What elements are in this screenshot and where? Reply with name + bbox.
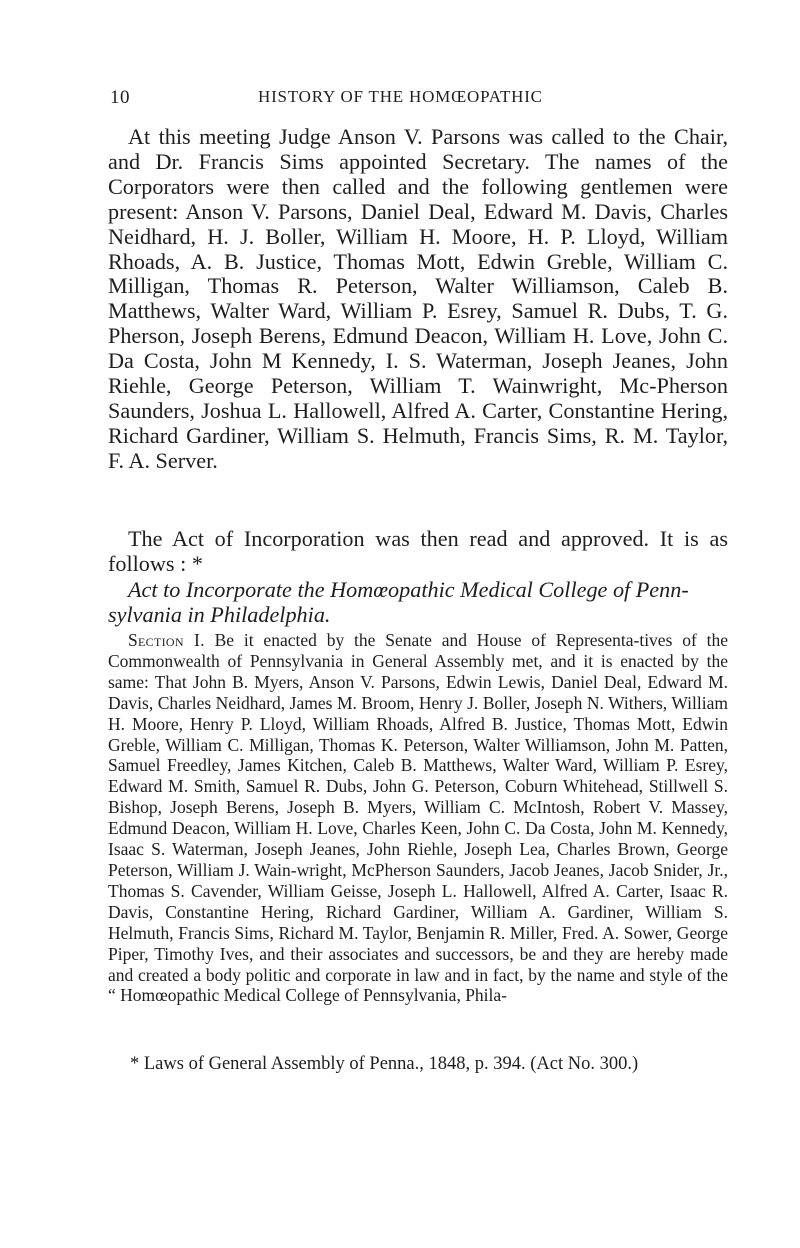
section-text: Be it enacted by the Senate and House of Representa-tives of the Commonwealth of Pennsylvania in General Assembly met, and it is enacted by the same: That John B. Myers, Anson V. Parsons, Edwin Lewis, Daniel Deal, Edward M. Davis, Charles Neidhard, James M. Broom, Henry J. Boller, Joseph N. Withers, William H. Moore, Henry P. Lloyd, William Rhoads, Alfred B. Justice, Thomas Mott, Edwin Greble, William C. Milligan, Thomas K. Peterson, Walter Williamson, John M. Patten, Samuel Freedley, James Kitchen, Caleb B. Matthews, Walter Ward, William P. Esrey, Edward M. Smith, Samuel R. Dubs, John G. Peterson, Coburn Whitehead, Stillwell S. Bishop, Joseph Berens, Joseph B. Myers, William C. McIntosh, Robert V. Massey, Edmund Deacon, William H. Love, Charles Keen, John C. Da Costa, John M. Kennedy, Isaac S. Waterman, Joseph Jeanes, John Riehle, Joseph Lea, Charles Brown, George Peterson, William J. Wain-wright, McPherson Saunders, Jacob Jeanes, Jacob Snider, Jr., Thomas S. Cavender, William Geisse, Joseph L. Hallowell, Alfred A. Carter, Isaac R. Davis, Constantine Hering, Richard Gardiner, William A. Gardiner, William S. Helmuth, Francis Sims, Richard M. Taylor, Benjamin R. Miller, Fred. A. Sower, George Piper, Timothy Ives, and their associates and successors, be and they are hereby made and created a body politic and corporate in law and in fact, by the name and style of the “ Homœopathic Medical College of Pennsylvania, Phila- <box>108 630 729 1006</box>
act-read-paragraph: The Act of Incorporation was then read and approved. It is as follows : * <box>108 526 728 576</box>
footnote: * Laws of General Assembly of Penna., 1848, p. 394. (Act No. 300.) <box>130 1054 639 1074</box>
section-one <box>108 630 728 1006</box>
corporators-paragraph: At this meeting Judge Anson V. Parsons was called to the Chair, and Dr. Francis Sims appointed Secretary. The names of the Corporators were then called and the following gentlemen were present: Anson V. Parsons, Daniel Deal, Edward M. Davis, Charles Neidhard, H. J. Boller, William H. Moore, H. P. Lloyd, William Rhoads, A. B. Justice, Thomas Mott, Edwin Greble, William C. Milligan, Thomas R. Peterson, Walter Williamson, Caleb B. Matthews, Walter Ward, William P. Esrey, Samuel R. Dubs, T. G. Pherson, Joseph Berens, Edmund Deacon, William H. Love, John C. Da Costa, John M Kennedy, I. S. Waterman, Joseph Jeanes, John Riehle, George Peterson, William T. Wainwright, Mc-Pherson Saunders, Joshua L. Hallowell, Alfred A. Carter, Constantine Hering, Richard Gardiner, William S. Helmuth, Francis Sims, R. M. Taylor, F. A. Server. <box>108 124 728 473</box>
section-label: Section I. <box>128 630 205 650</box>
page-header <box>110 87 730 109</box>
running-head: HISTORY OF THE HOMŒOPATHIC <box>258 87 543 106</box>
page-number: 10 <box>110 87 130 108</box>
act-title: Act to Incorporate the Homœopathic Medical College of Penn-sylvania in Philadelphia. <box>108 577 689 627</box>
